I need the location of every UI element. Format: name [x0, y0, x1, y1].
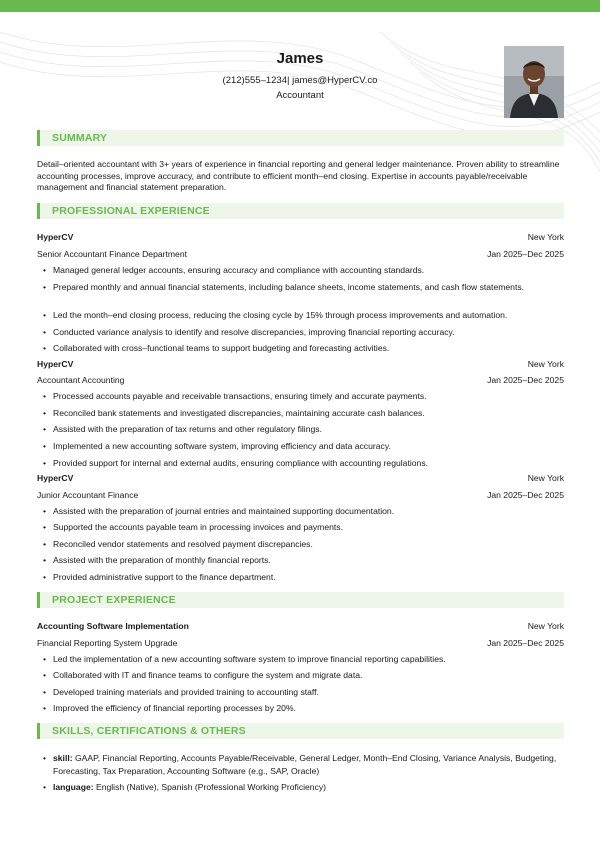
list-item: • Reconciled bank statements and investigated discrepancies, maintaining accurate cash balances. — [43, 407, 558, 420]
section-heading-summary: SUMMARY — [37, 130, 564, 146]
list-item: • Processed accounts payable and receivable transactions, ensuring timely and accurate payments. — [43, 390, 558, 403]
job-title-row — [37, 490, 564, 501]
list-item: • Prepared monthly and annual financial statements, including balance sheets, income statements, and cash flow statements. — [43, 281, 558, 294]
job-dates: Jan 2025–Dec 2025 — [487, 375, 564, 385]
skill-item — [43, 781, 558, 794]
project-dates: Jan 2025–Dec 2025 — [487, 638, 564, 648]
skill-value: GAAP, Financial Reporting, Accounts Payable/Receivable, General Ledger, Month–End Closing, Variance Analysis, Budgeting, Forecasting, Tax Preparation, Accounting Software (e.g., SAP, Oracle) — [53, 753, 557, 776]
list-item: • Assisted with the preparation of tax returns and other regulatory filings. — [43, 423, 558, 436]
list-item: • Supported the accounts payable team in processing invoices and payments. — [43, 521, 558, 534]
top-accent-bar — [0, 0, 600, 12]
skill-value: English (Native), Spanish (Professional Working Proficiency) — [95, 782, 327, 792]
section-heading-experience: PROFESSIONAL EXPERIENCE — [37, 203, 564, 219]
project-name: Accounting Software Implementation — [37, 621, 189, 631]
list-item: • Collaborated with cross–functional teams to support budgeting and forecasting activities. — [43, 342, 558, 355]
job-dates: Jan 2025–Dec 2025 — [487, 490, 564, 500]
list-item: • Collaborated with IT and finance teams to configure the system and migrate data. — [43, 669, 558, 682]
list-item: • Conducted variance analysis to identify and resolve discrepancies, improving financial reporting accuracy. — [43, 326, 558, 339]
job-location: New York — [527, 232, 564, 242]
job-title-row — [37, 249, 564, 260]
job-company: HyperCV — [37, 359, 74, 369]
job-location: New York — [527, 473, 564, 483]
list-item: • Provided support for internal and external audits, ensuring compliance with accounting regulations. — [43, 457, 558, 470]
list-item: • Assisted with the preparation of journal entries and maintained supporting documentation. — [43, 505, 558, 518]
project-title: Financial Reporting System Upgrade — [37, 638, 178, 648]
list-item: • Reconciled vendor statements and resolved payment discrepancies. — [43, 538, 558, 551]
job-title: Senior Accountant Finance Department — [37, 249, 188, 259]
candidate-name: James — [276, 50, 324, 67]
list-item: • Led the month–end closing process, reducing the closing cycle by 15% through process improvements and automation. — [43, 309, 558, 322]
job-location: New York — [527, 359, 564, 369]
section-heading-skills: SKILLS, CERTIFICATIONS & OTHERS — [37, 723, 564, 739]
job-title: Accountant Accounting — [37, 375, 125, 385]
project-location: New York — [527, 621, 564, 631]
list-item: • Improved the efficiency of financial reporting processes by 20%. — [43, 702, 558, 715]
list-item: • Managed general ledger accounts, ensuring accuracy and compliance with accounting standards. — [43, 264, 558, 277]
list-item: • Implemented a new accounting software system, improving efficiency and data accuracy. — [43, 440, 558, 453]
project-name-row — [37, 621, 564, 632]
job-company-row — [37, 359, 564, 370]
job-company: HyperCV — [37, 473, 74, 483]
list-item: • Assisted with the preparation of monthly financial reports. — [43, 554, 558, 567]
skill-label: skill: — [53, 753, 73, 763]
project-title-row — [37, 638, 564, 649]
list-item: • Led the implementation of a new accounting software system to improve financial reporting capabilities. — [43, 653, 558, 666]
skill-item — [43, 752, 558, 777]
job-company-row — [37, 473, 564, 484]
job-title: Junior Accountant Finance — [37, 490, 139, 500]
skill-label: language: — [53, 782, 94, 792]
profile-photo — [504, 46, 564, 118]
job-company-row — [37, 232, 564, 243]
list-item: • Developed training materials and provided training to accounting staff. — [43, 686, 558, 699]
list-item: • Provided administrative support to the finance department. — [43, 571, 558, 584]
contact-line: (212)555–1234| james@HyperCV.co — [222, 75, 378, 86]
job-company: HyperCV — [37, 232, 74, 242]
job-dates: Jan 2025–Dec 2025 — [487, 249, 564, 259]
job-title-row — [37, 375, 564, 386]
summary-text: Detail–oriented accountant with 3+ years of experience in financial reporting and general ledger maintenance. Proven ability to streamline accounting processes, improve accuracy, and contribute to efficient month–end closing. Expertise in accounts payable/receivable management and financial statement preparation. — [37, 159, 560, 192]
section-heading-projects: PROJECT EXPERIENCE — [37, 592, 564, 608]
job-role: Accountant — [276, 90, 324, 101]
